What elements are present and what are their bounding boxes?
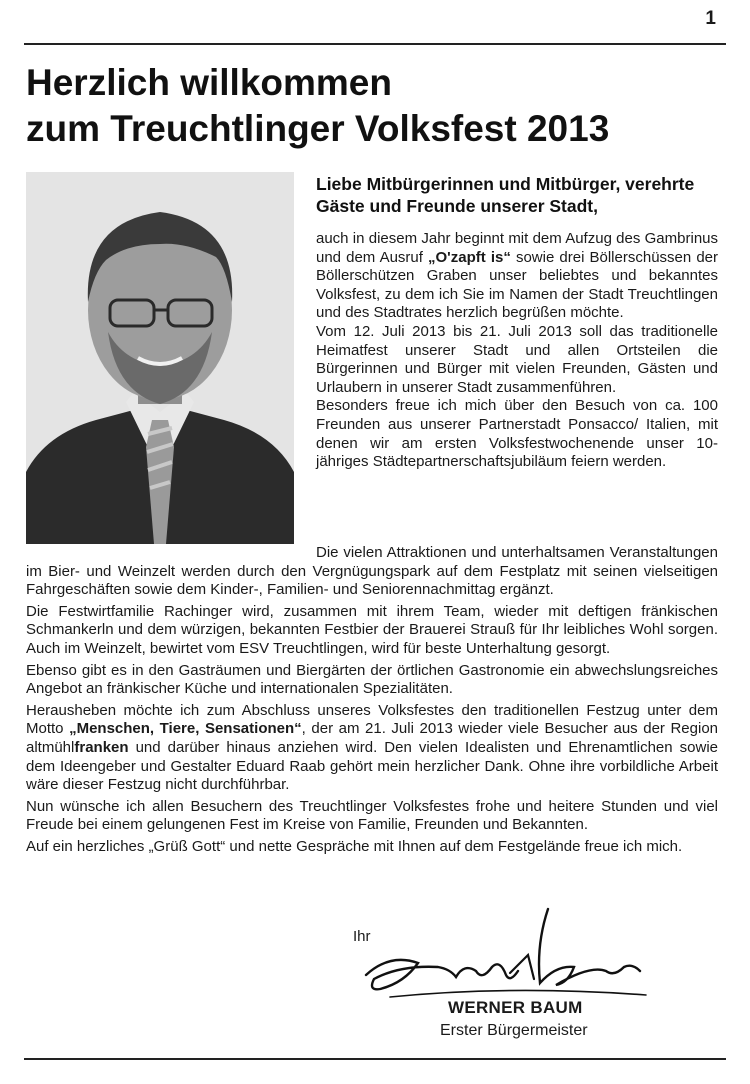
paragraph-text: sowie drei Böllerschüssen der Böllerschützen Graben unser beliebtes und bekanntes Volksfest, zu dem ich Sie im Namen der Stadt Treuchtlingen und des Stadtrates herzlich begrüßen möchte.: [316, 248, 718, 322]
paragraph-gastronomy: Ebenso gibt es in den Gasträumen und Biergärten der örtlichen Gastronomie ein abwechslungsreiches Angebot an fränkischer Küche und internationalen Spezialitäten.: [26, 661, 718, 698]
title-line-1: Herzlich willkommen: [26, 62, 392, 103]
page-number: 1: [705, 8, 716, 29]
title-line-2: zum Treuchtlinger Volksfest 2013: [26, 107, 610, 149]
intro-column: [316, 230, 718, 472]
signer-name: WERNER BAUM: [448, 998, 583, 1017]
paragraph-text: Herausheben möchte ich zum Abschluss unseres Volksfestes den traditionellen Festzug unter dem Motto: [26, 701, 718, 738]
festzug-motto: „Menschen, Tiere, Sensationen“: [69, 720, 302, 738]
ozapft-is-quote: „O'zapft is“: [428, 248, 511, 266]
signature-image: [360, 905, 650, 1010]
body-text: [26, 544, 718, 860]
signer-role: Erster Bürgermeister: [440, 1022, 588, 1039]
closing-word: Ihr: [353, 928, 371, 945]
paragraph-opening: [316, 230, 718, 323]
paragraph-text: auch in diesem Jahr beginnt mit dem Aufzug des Gambrinus und dem Ausruf: [316, 230, 718, 266]
paragraph-dates: Vom 12. Juli 2013 bis 21. Juli 2013 soll das traditionelle Heimatfest unserer Stadt und allen Ortsteilen die Bürgerinnen und Bürger mit vielen Freunden, Gästen und Urlaubern in unserer Stadt zusammenführen.: [316, 322, 718, 396]
greeting: Liebe Mitbürgerinnen und Mitbürger, verehrte Gäste und Freunde unserer Stadt,: [316, 174, 695, 216]
paragraph-wishes: Nun wünsche ich allen Besuchern des Treuchtlinger Volksfestes frohe und heitere Stunden und viel Freude bei einem gelungenen Fest im Kreise von Familie, Freunden und Bekannten.: [26, 797, 718, 834]
paragraph-partner-city: Besonders freue ich mich über den Besuch von ca. 100 Freunden aus unserer Partnerstadt Ponsacco/ Italien, mit denen wir am ersten Volksfestwochenende unser 10-jähriges Städtepartnerschaftsjubiläum feiern werden.: [316, 397, 718, 471]
paragraph-text: , der am 21. Juli 2013 wieder viele Besucher aus der Region altmühl: [26, 720, 719, 756]
header-rule: [24, 43, 726, 45]
franken-word: franken: [74, 738, 129, 756]
page-title: [26, 60, 726, 152]
paragraph-attractions: Die vielen Attraktionen und unterhaltsamen Veranstaltungen im Bier- und Weinzelt werden durch den Vergnügungspark auf dem Festplatz mit seinen vielseitigen Fahrgeschäften sowie dem Kinder-, Familien- und Seniorennachmittag ergänzt.: [26, 544, 718, 599]
paragraph-closing: Auf ein herzliches „Grüß Gott“ und nette Gespräche mit Ihnen auf dem Festgelände freue ich mich.: [26, 837, 683, 855]
paragraph-text: und darüber hinaus anziehen wird. Den vielen Idealisten und Ehrenamtlichen sowie dem Ideengeber und Gestalter Eduard Raab gehört mein herzlicher Dank. Ohne ihre vorbildliche Arbeit wäre dieser Festzug nicht durchführbar.: [26, 738, 718, 794]
portrait-photo: [26, 172, 294, 544]
paragraph-festwirt: Die Festwirtfamilie Rachinger wird, zusammen mit ihrem Team, wieder mit deftigen fränkischen Schmankerln und dem würzigen, bekannten Festbier der Brauerei Strauß für Ihr leibliches Wohl sorgen. Auch im Weinzelt, bewirtet vom ESV Treuchtlingen, wird für beste Unterhaltung gesorgt.: [26, 602, 718, 657]
paragraph-festzug: [26, 702, 718, 795]
footer-rule: [24, 1058, 726, 1060]
